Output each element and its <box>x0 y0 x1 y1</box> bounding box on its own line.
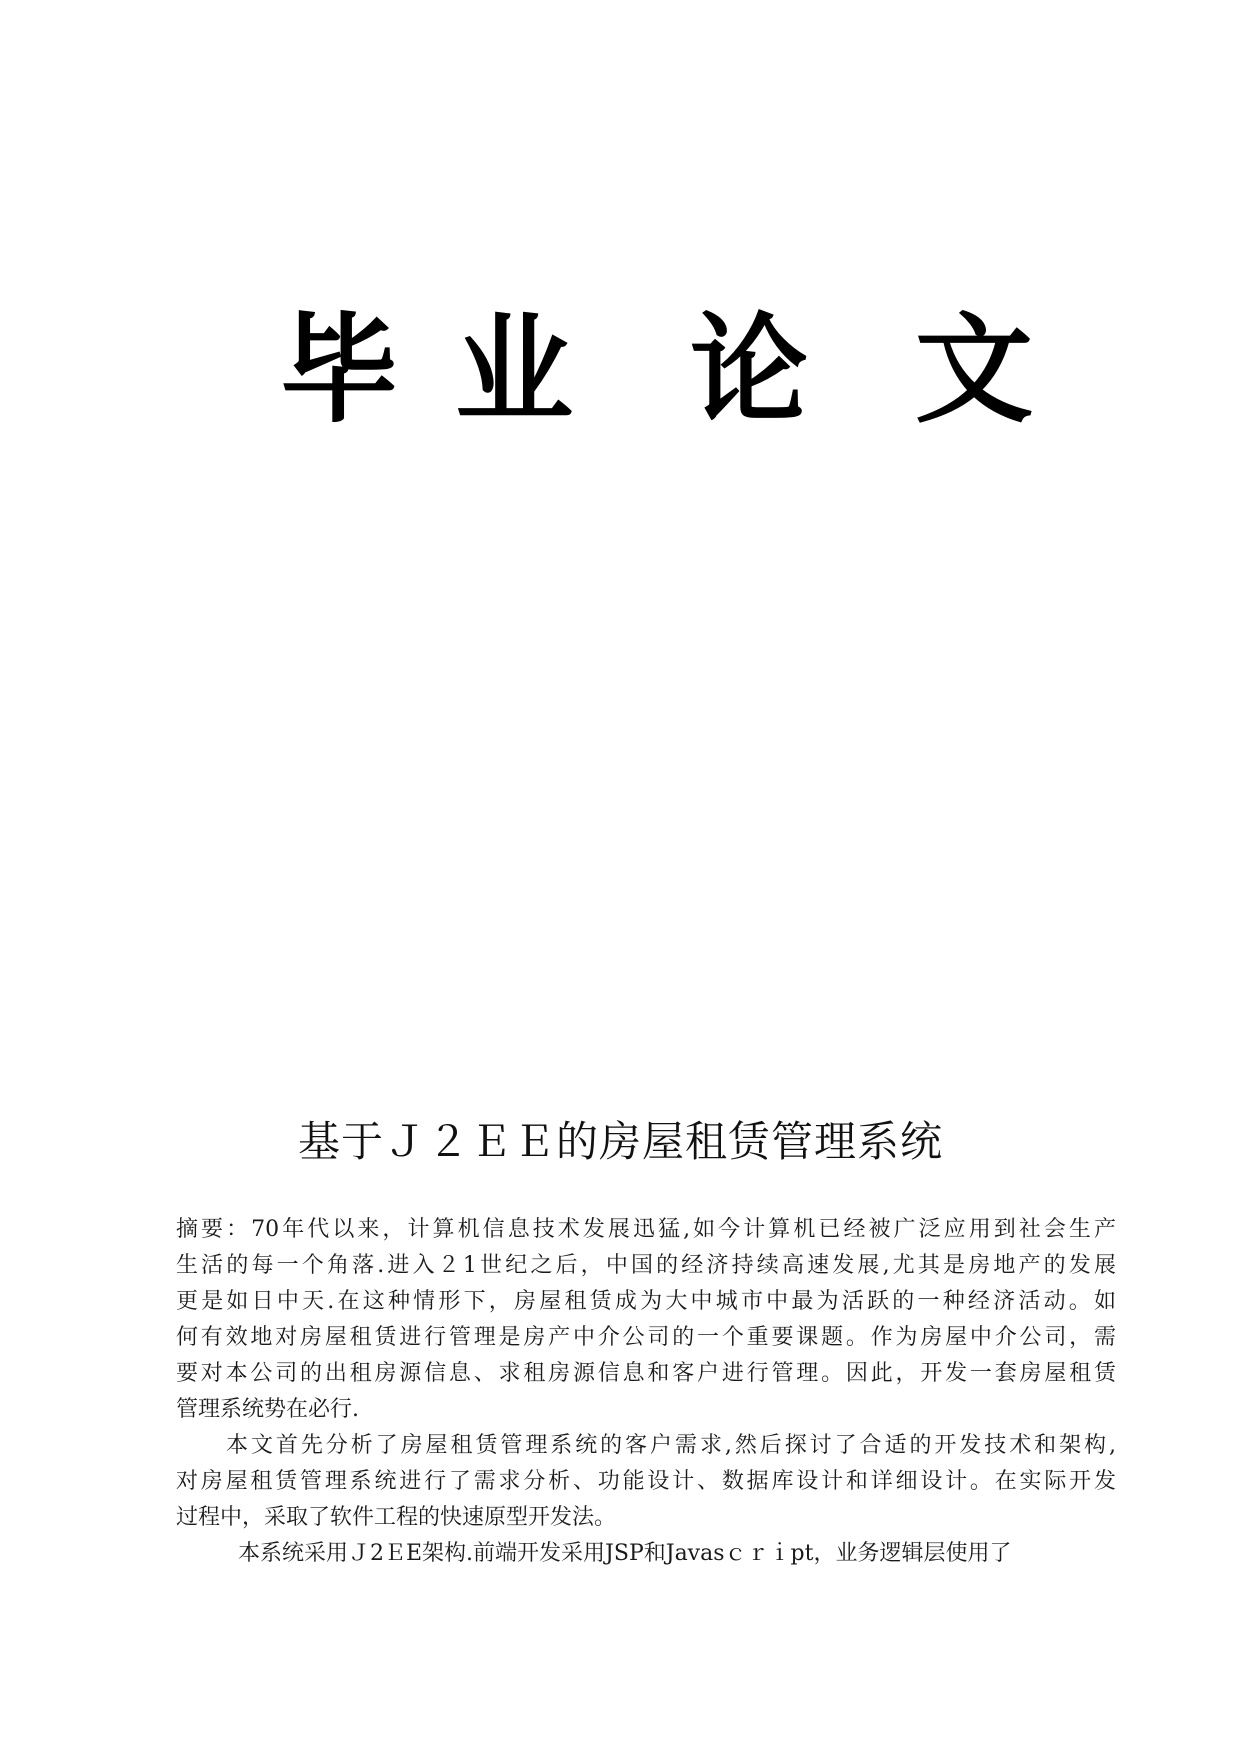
abstract-line: 更是如日中天.在这种情形下，房屋租赁成为大中城市中最为活跃的一种经济活动。如 <box>176 1289 1116 1314</box>
cover-title-char: 文 <box>915 301 1034 439</box>
thesis-title: 基于Ｊ２ＥＥ的房屋租赁管理系统 <box>297 1117 943 1166</box>
abstract-line: 何有效地对房屋租赁进行管理是房产中介公司的一个重要课题。作为房屋中介公司，需 <box>176 1325 1116 1350</box>
abstract-line: 本文首先分析了房屋租赁管理系统的客户需求,然后探讨了合适的开发技术和架构, <box>226 1433 1116 1458</box>
abstract <box>176 1212 1116 1572</box>
abstract-line: 管理系统势在必行. <box>176 1397 359 1422</box>
cover-title-char: 论 <box>690 301 809 439</box>
abstract-line: 本系统采用Ｊ2ＥE架构.前端开发采用JSP和Javasｃｒｉpt，业务逻辑层使用了 <box>238 1541 1012 1566</box>
abstract-line: 摘要：70年代以来，计算机信息技术发展迅猛,如今计算机已经被广泛应用到社会生产 <box>176 1217 1116 1242</box>
cover-title <box>0 300 1241 440</box>
cover-title-char: 业 <box>455 301 574 439</box>
abstract-line: 过程中，采取了软件工程的快速原型开发法。 <box>176 1505 617 1530</box>
cover-title-char: 毕 <box>280 301 399 439</box>
abstract-line: 生活的每一个角落.进入２1世纪之后，中国的经济持续高速发展,尤其是房地产的发展 <box>176 1253 1116 1278</box>
abstract-line: 对房屋租赁管理系统进行了需求分析、功能设计、数据库设计和详细设计。在实际开发 <box>176 1469 1116 1494</box>
abstract-line: 要对本公司的出租房源信息、求租房源信息和客户进行管理。因此，开发一套房屋租赁 <box>176 1361 1116 1386</box>
